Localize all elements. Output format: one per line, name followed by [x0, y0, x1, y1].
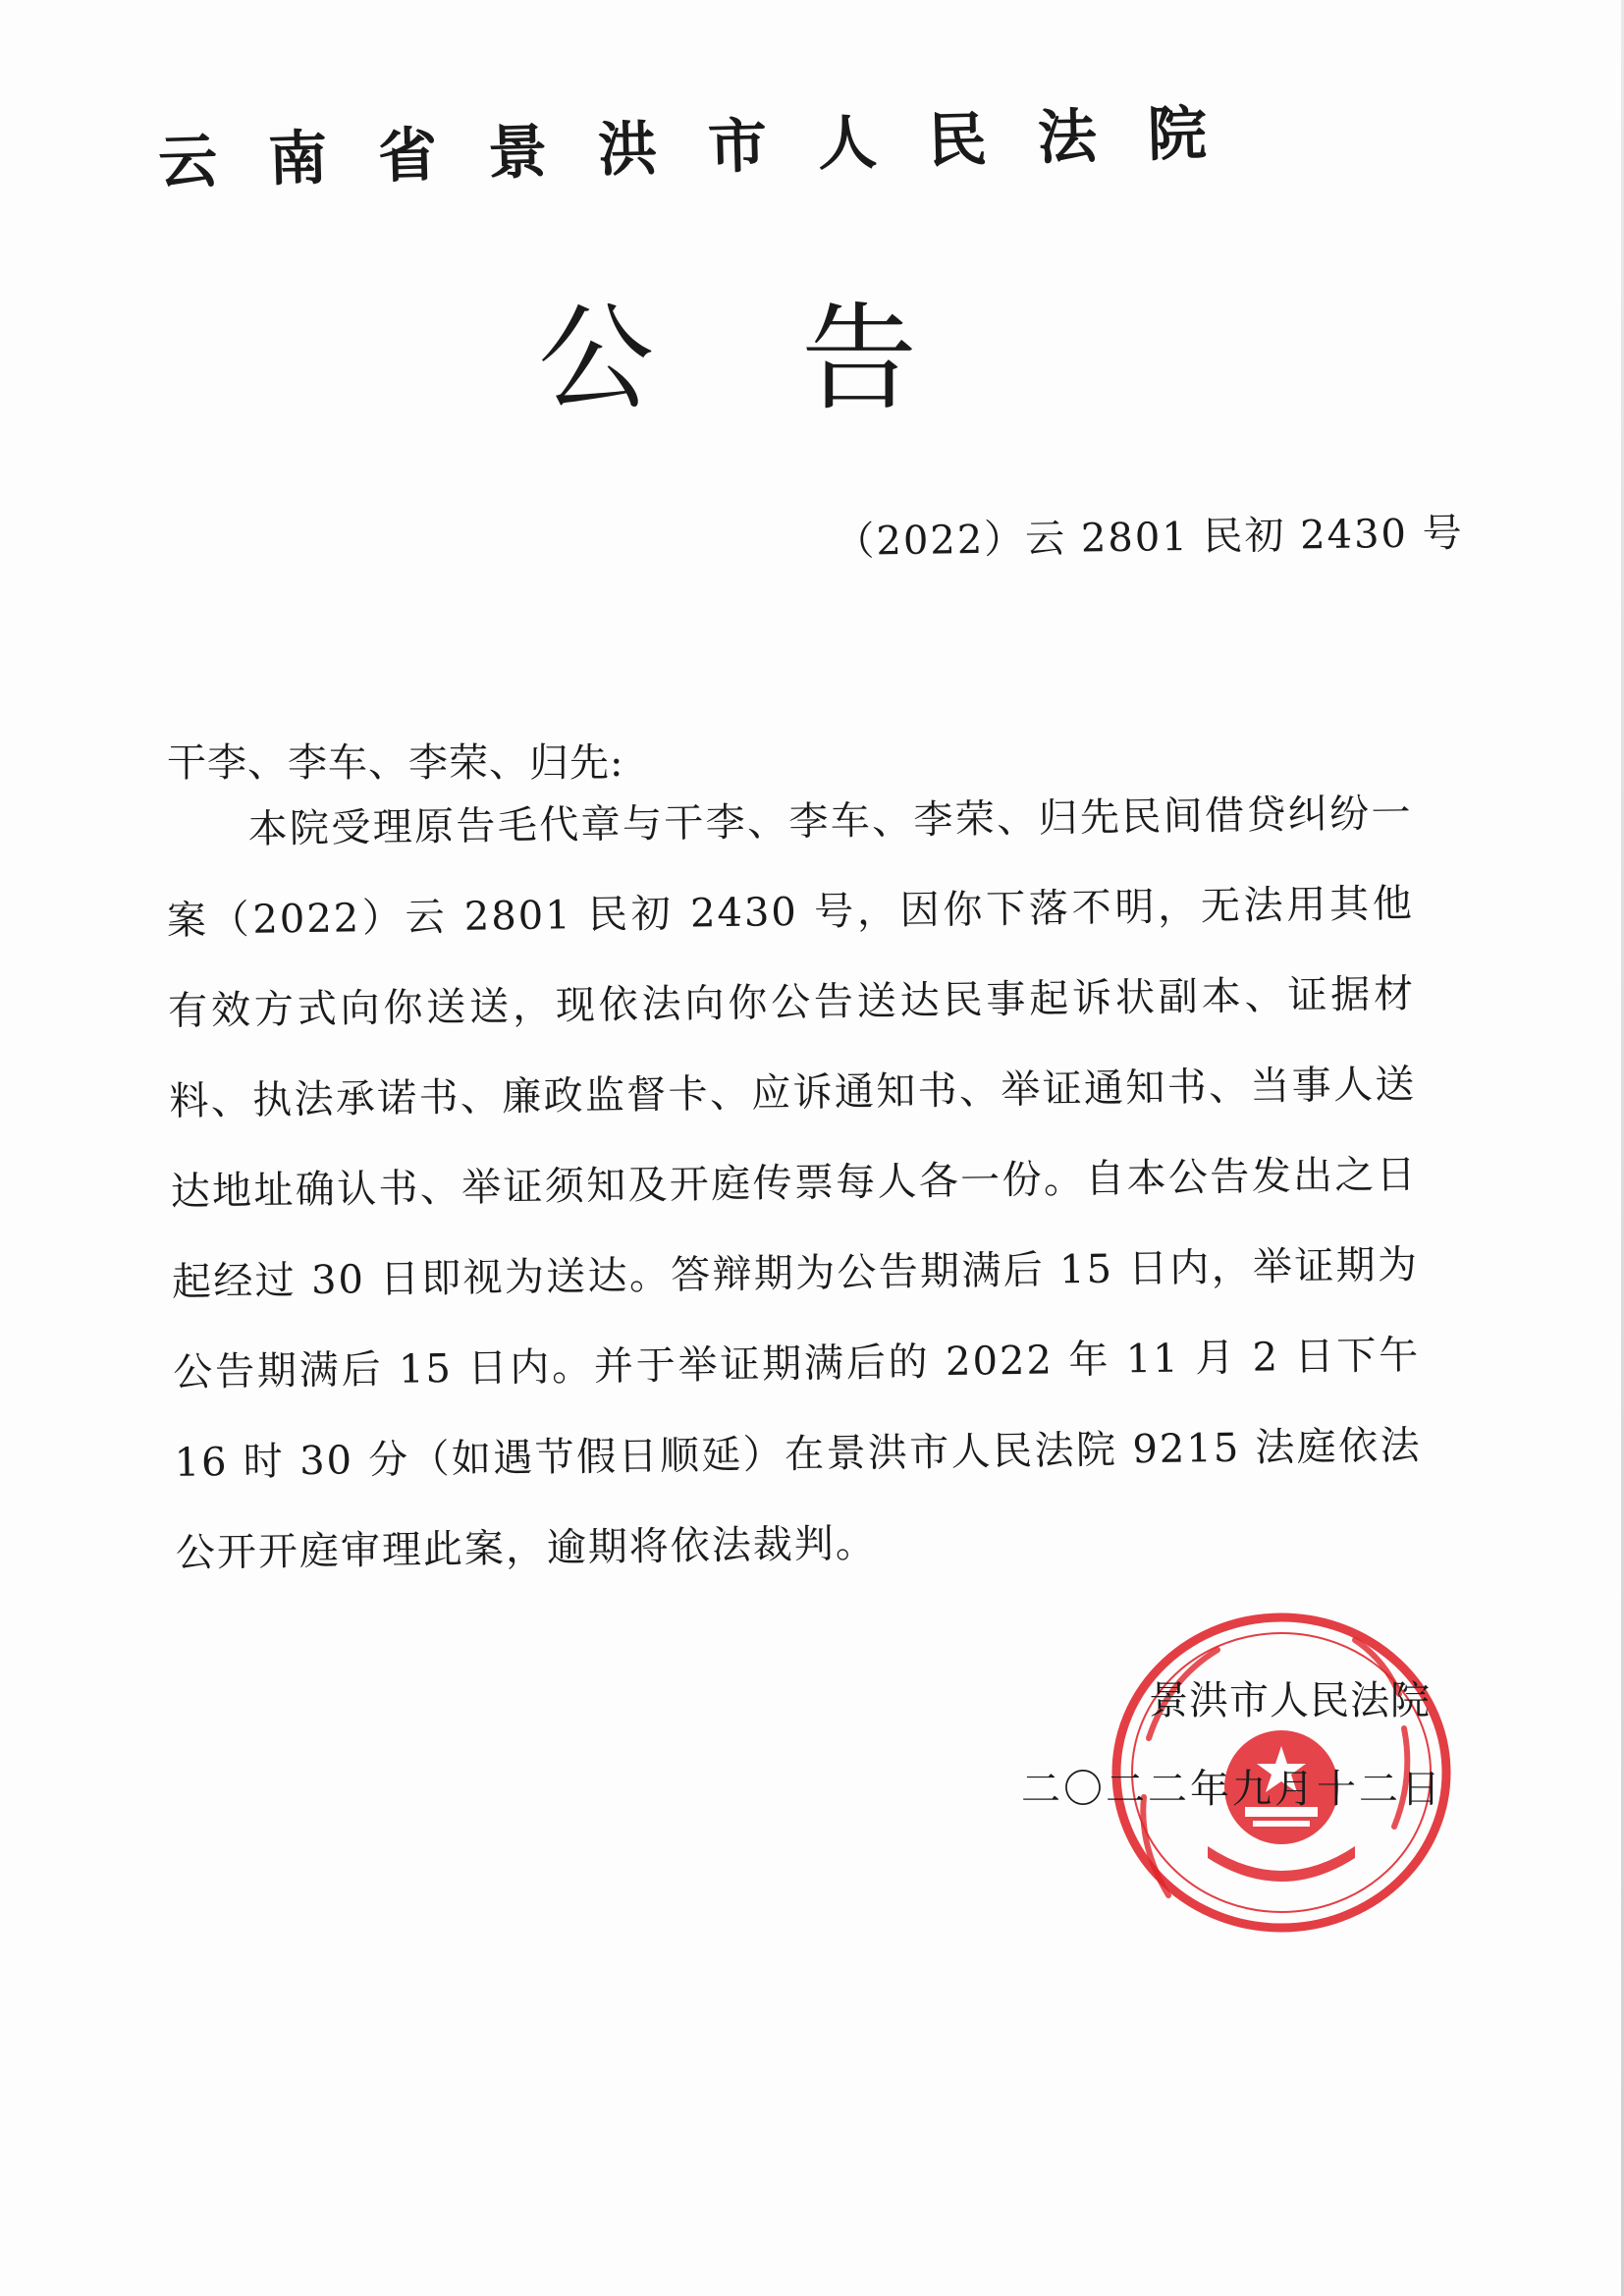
addressee-line: 干李、李车、李荣、归先:: [167, 740, 624, 786]
notice-body-paragraph: 本院受理原告毛代章与干李、李车、李荣、归先民间借贷纠纷一案（2022）云 2801 民初 2430 号，因你下落不明，无法用其他有效方式向你送送，现依法向你公告送达民事起诉状副本、证据材料、执法承诺书、廉政监督卡、应诉通知书、举证通知书、当事人送达地址确认书、举证须知及开庭传票每人各一份。自本公告发出之日起经过 30 日即视为送达。答辩期为公告期满后 15 日内，举证期为公告期满后 15 日内。并于举证期满后的 2022 年 11 月 2 日下午 16 时 30 分（如遇节假日顺延）在景洪市人民法院 9215 法庭依法公开开庭审理此案，逾期将依法裁判。: [166, 791, 1422, 1576]
court-name-heading: 云南省景洪市人民法院: [157, 97, 1259, 197]
signature-court-name: 景洪市人民法院: [1149, 1678, 1431, 1723]
document-title: 公告: [538, 291, 1065, 426]
case-number: （2022）云 2801 民初 2430 号: [835, 511, 1464, 565]
signature-date: 二〇二二年九月十二日: [1021, 1767, 1443, 1812]
